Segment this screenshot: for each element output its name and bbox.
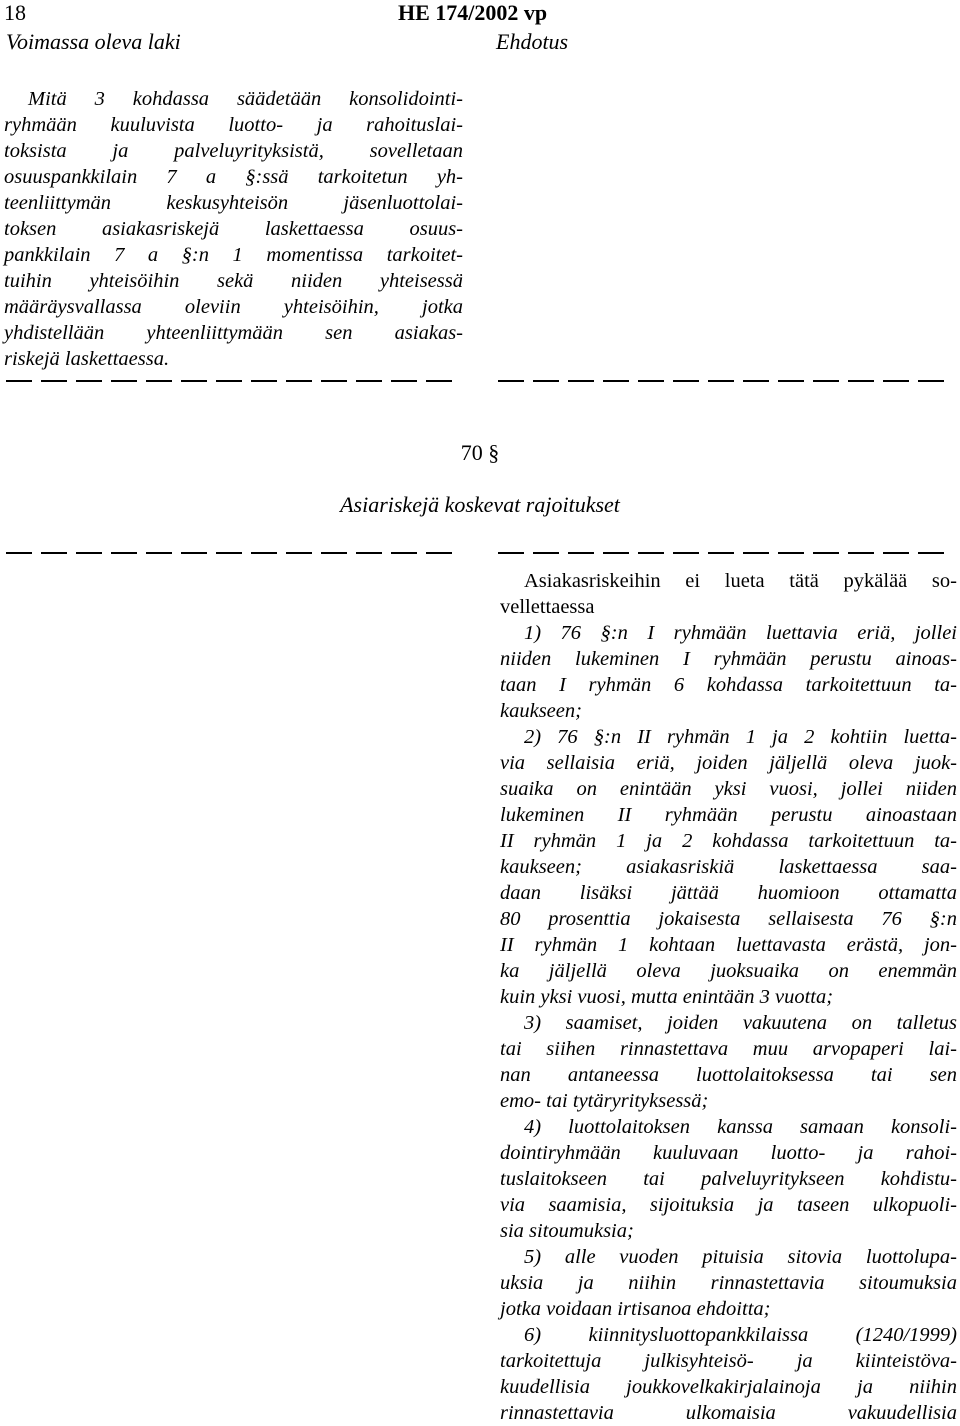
text-line: kaukseen; asiakasriskiä laskettaessa saa- (500, 856, 957, 878)
dash-segment (778, 380, 804, 382)
text-line: 80 prosenttia jokaisesta sellaisesta 76 §:n (500, 908, 957, 930)
dash-segment (568, 552, 594, 554)
text-line: Asiakasriskeihin ei lueta tätä pykälää so- (524, 570, 957, 592)
dash-segment (813, 552, 839, 554)
text-line: kaukseen; (500, 700, 582, 722)
text-line: toksista ja palveluyrityksistä, sovelletaan (4, 140, 463, 162)
dash-segment (146, 380, 172, 382)
text-line: uksia ja niihin rinnastettavia sitoumuksia (500, 1272, 957, 1294)
page-number: 18 (4, 0, 26, 25)
text-line: 6) kiinnitysluottopankkilaissa (1240/1999) (524, 1324, 957, 1346)
dash-segment (216, 552, 242, 554)
dash-segment (426, 552, 452, 554)
dash-segment (778, 552, 804, 554)
dash-segment (848, 552, 874, 554)
dash-segment (743, 380, 769, 382)
dash-segment (286, 552, 312, 554)
text-line: 3) saamiset, joiden vakuutena on talletus (524, 1012, 957, 1034)
text-line: jotka voidaan irtisanoa ehdoitta; (500, 1298, 771, 1320)
dash-segment (111, 380, 137, 382)
left-paragraph (4, 86, 463, 372)
text-line: pankkilain 7 a §:n 1 momentissa tarkoitet- (4, 244, 463, 266)
dash-segment (6, 552, 32, 554)
dash-segment (6, 380, 32, 382)
dash-segment (603, 380, 629, 382)
text-line: suaika on enintään yksi vuosi, jollei niiden (500, 778, 957, 800)
text-line: lukeminen II ryhmään perustu ainoastaan (500, 804, 957, 826)
dash-segment (426, 380, 452, 382)
text-line: 2) 76 §:n II ryhmän 1 ja 2 kohtiin luetta- (524, 726, 957, 748)
text-line: 5) alle vuoden pituisia sitovia luottolupa- (524, 1246, 957, 1268)
dash-segment (533, 552, 559, 554)
dash-segment (638, 552, 664, 554)
text-line: toksen asiakasriskejä laskettaessa osuus- (4, 218, 463, 240)
dash-segment (286, 380, 312, 382)
dash-segment (181, 380, 207, 382)
text-line: tarkoitettuja julkisyhteisö- ja kiinteistöva- (500, 1350, 957, 1372)
text-line: taan I ryhmän 6 kohdassa tarkoitettuun ta- (500, 674, 957, 696)
text-line: tai siihen rinnastettava muu arvopaperi lai- (500, 1038, 957, 1060)
dash-segment (883, 552, 909, 554)
dash-segment (603, 552, 629, 554)
text-line: dointiryhmään kuuluvaan luotto- ja rahoi- (500, 1142, 957, 1164)
omission-divider-right-2 (498, 552, 953, 554)
dash-segment (673, 552, 699, 554)
right-column-title: Ehdotus (496, 29, 569, 54)
dash-segment (216, 380, 242, 382)
dash-segment (743, 552, 769, 554)
dash-segment (111, 552, 137, 554)
dash-segment (498, 380, 524, 382)
text-line: II ryhmän 1 ja 2 kohdassa tarkoitettuun ta- (500, 830, 957, 852)
dash-segment (76, 552, 102, 554)
dash-segment (708, 380, 734, 382)
dash-segment (498, 552, 524, 554)
text-line: riskejä laskettaessa. (4, 348, 170, 370)
document-id: HE 174/2002 vp (398, 0, 548, 25)
text-line: yhdistellään yhteenliittymään sen asiakas- (4, 322, 463, 344)
text-line: osuuspankkilain 7 a §:ssä tarkoitetun yh- (4, 166, 463, 188)
dash-segment (76, 380, 102, 382)
dash-segment (321, 380, 347, 382)
dash-segment (708, 552, 734, 554)
text-line: II ryhmän 1 kohtaan luettavasta erästä, jon- (500, 934, 957, 956)
text-line: niiden lukeminen I ryhmään perustu ainoas- (500, 648, 957, 670)
text-line: via saamisia, sijoituksia ja taseen ulkopuoli- (500, 1194, 957, 1216)
text-line: sia sitoumuksia; (500, 1220, 634, 1242)
dash-segment (251, 380, 277, 382)
dash-segment (251, 552, 277, 554)
text-line: vellettaessa (500, 596, 595, 618)
dash-segment (41, 552, 67, 554)
left-column-title: Voimassa oleva laki (6, 29, 181, 54)
text-line: teenliittymän keskusyhteisön jäsenluottolai- (4, 192, 463, 214)
text-line: määräysvallassa oleviin yhteisöihin, jotka (4, 296, 463, 318)
dash-segment (848, 380, 874, 382)
text-line: via sellaisia eriä, joiden jäljellä oleva juok- (500, 752, 957, 774)
text-line: Mitä 3 kohdassa säädetään konsolidointi- (28, 88, 463, 110)
text-line: kuin yksi vuosi, mutta enintään 3 vuotta; (500, 986, 834, 1008)
omission-divider-left-2 (6, 552, 461, 554)
section-title: Asiariskejä koskevat rajoitukset (340, 492, 620, 517)
text-line: kuudellisia joukkovelkakirjalainoja ja niihin (500, 1376, 957, 1398)
dash-segment (568, 380, 594, 382)
dash-segment (533, 380, 559, 382)
right-paragraph (500, 568, 957, 1426)
dash-segment (146, 552, 172, 554)
dash-segment (391, 380, 417, 382)
dash-segment (391, 552, 417, 554)
text-line: tuslaitokseen tai palveluyritykseen kohdistu- (500, 1168, 957, 1190)
omission-divider-left (6, 380, 461, 382)
dash-segment (918, 552, 944, 554)
dash-segment (813, 380, 839, 382)
text-line: nan antaneessa luottolaitoksessa tai sen (500, 1064, 957, 1086)
text-line: daan lisäksi jättää huomioon ottamatta (500, 882, 957, 904)
dash-segment (181, 552, 207, 554)
dash-segment (673, 380, 699, 382)
text-line: 4) luottolaitoksen kanssa samaan konsoli- (524, 1116, 957, 1138)
section-number: 70 § (460, 440, 500, 465)
text-line: rinnastettavia ulkomaisia vakuudellisia (500, 1402, 957, 1424)
text-line: emo- tai tytäryrityksessä; (500, 1090, 709, 1112)
text-line: tuihin yhteisöihin sekä niiden yhteisessä (4, 270, 463, 292)
dash-segment (883, 380, 909, 382)
dash-segment (356, 380, 382, 382)
text-line: ryhmään kuuluvista luotto- ja rahoituslai- (4, 114, 463, 136)
dash-segment (41, 380, 67, 382)
text-line: 1) 76 §:n I ryhmään luettavia eriä, jollei (524, 622, 957, 644)
text-line: ka jäljellä oleva juoksuaika on enemmän (500, 960, 957, 982)
dash-segment (638, 380, 664, 382)
dash-segment (321, 552, 347, 554)
dash-segment (918, 380, 944, 382)
omission-divider-right (498, 380, 953, 382)
dash-segment (356, 552, 382, 554)
